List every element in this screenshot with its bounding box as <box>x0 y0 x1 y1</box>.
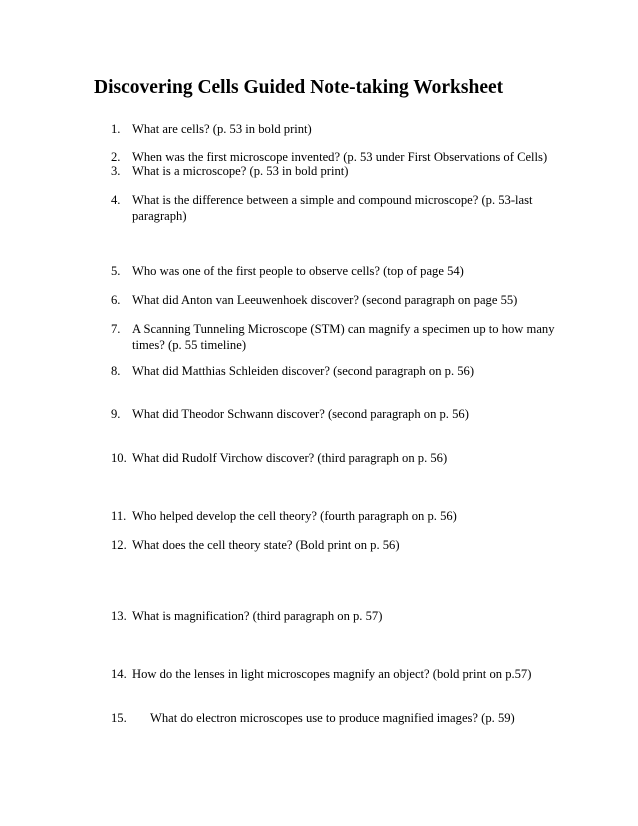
question-text: What do electron microscopes use to produce magnified images? (p. 59) <box>150 711 515 725</box>
question-number: 9. <box>111 407 121 421</box>
question-4 <box>111 192 571 224</box>
question-number: 8. <box>111 364 121 378</box>
question-text: What did Theodor Schwann discover? (second paragraph on p. 56) <box>132 407 469 421</box>
question-text: Who was one of the first people to observe cells? (top of page 54) <box>132 264 464 278</box>
question-text: What are cells? (p. 53 in bold print) <box>132 122 312 136</box>
question-10 <box>111 450 571 466</box>
question-8 <box>111 363 571 379</box>
question-9 <box>111 406 571 422</box>
question-7 <box>111 321 571 353</box>
question-number: 4. <box>111 193 121 207</box>
question-text: What is a microscope? (p. 53 in bold print) <box>132 164 349 178</box>
question-text: When was the first microscope invented? (p. 53 under First Observations of Cells) <box>132 150 548 164</box>
question-text: How do the lenses in light microscopes magnify an object? (bold print on p.57) <box>132 667 532 681</box>
question-number: 3. <box>111 164 121 178</box>
worksheet-title: Discovering Cells Guided Note-taking Worksheet <box>94 77 504 98</box>
question-text: What did Anton van Leeuwenhoek discover? (second paragraph on page 55) <box>132 293 518 307</box>
question-number: 1. <box>111 122 121 136</box>
question-13 <box>111 608 571 624</box>
question-text: What does the cell theory state? (Bold print on p. 56) <box>132 538 400 552</box>
question-number: 7. <box>111 322 121 336</box>
question-text: What is the difference between a simple and compound microscope? (p. 53-last paragraph) <box>132 193 533 223</box>
question-number: 2. <box>111 150 121 164</box>
question-1 <box>111 121 571 137</box>
question-text: A Scanning Tunneling Microscope (STM) can magnify a specimen up to how many times? (p. 55 timeline) <box>132 322 555 352</box>
question-number: 15. <box>111 711 127 725</box>
question-number: 6. <box>111 293 121 307</box>
question-text: What did Matthias Schleiden discover? (second paragraph on p. 56) <box>132 364 475 378</box>
question-text: Who helped develop the cell theory? (fourth paragraph on p. 56) <box>132 509 457 523</box>
question-6 <box>111 292 571 308</box>
question-5 <box>111 263 571 279</box>
question-number: 13. <box>111 609 127 623</box>
question-15 <box>111 710 571 726</box>
question-11 <box>111 508 571 524</box>
question-number: 11. <box>111 509 127 523</box>
question-number: 12. <box>111 538 127 552</box>
question-3 <box>111 163 571 179</box>
question-text: What did Rudolf Virchow discover? (third paragraph on p. 56) <box>132 451 448 465</box>
question-14 <box>111 666 571 682</box>
question-number: 10. <box>111 451 127 465</box>
question-number: 14. <box>111 667 127 681</box>
question-12 <box>111 537 571 553</box>
question-text: What is magnification? (third paragraph on p. 57) <box>132 609 383 623</box>
question-number: 5. <box>111 264 121 278</box>
